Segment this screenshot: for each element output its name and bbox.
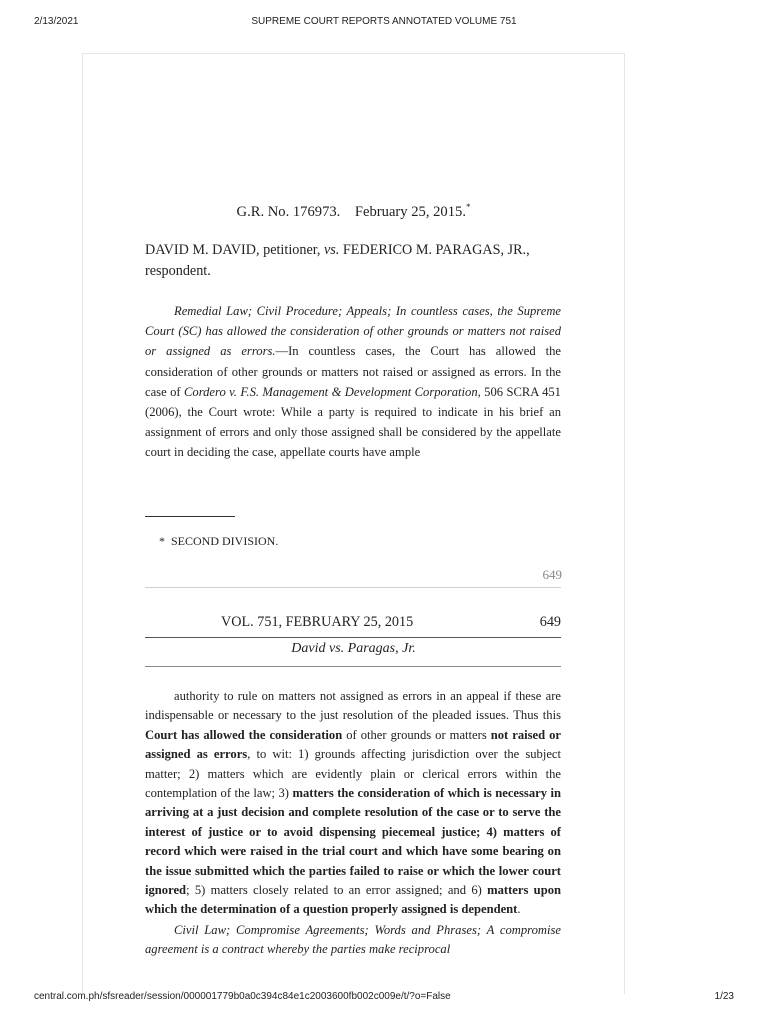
print-date: 2/13/2021 [34, 16, 79, 27]
footnote-mark: * [159, 534, 165, 548]
document-page [82, 53, 625, 994]
versus: vs. [324, 242, 340, 258]
running-case-title: David vs. Paragas, Jr. [291, 641, 416, 656]
volume-title: VOL. 751, FEBRUARY 25, 2015 [221, 614, 414, 630]
syllabus-paragraph: Remedial Law; Civil Procedure; Appeals; In countless cases, the Supreme Court (SC) has allowed the consideration of other grounds or matters not raised or assigned as errors.—In countless cases, the Court has allowed the consideration of other grounds or matters not raised or assigned as errors. In the case of Cordero v. F.S. Management & Development Corporation, 506 SCRA 451 (2006), the Court wrote: While a party is required to indicate in his brief an assignment of errors and only those assigned shall be considered by the appellate court in deciding the case, appellate courts have ample [145, 304, 561, 460]
body-paragraph-italic: Civil Law; Compromise Agreements; Words and Phrases; A compromise agreement is a contract whereby the parties make reciprocal [145, 922, 561, 957]
footnote-reference[interactable]: * [465, 202, 471, 212]
page-separator [145, 587, 561, 588]
running-head-page: 649 [539, 614, 561, 630]
syllabus-headnote: Remedial Law; Civil Procedure; Appeals; In countless cases, the Supreme Court (SC) has allowed the consideration of other grounds or matters not raised or assigned as errors. [145, 304, 561, 359]
print-url: central.com.ph/sfsreader/session/000001779b0a0c394c84e1c2003600fb002c009e/t/?o=False [34, 991, 451, 1002]
print-header [0, 16, 768, 36]
case-number: G.R. No. 176973. [236, 203, 341, 220]
respondent: FEDERICO M. PARAGAS, JR., respondent. [145, 242, 530, 279]
decision-body [145, 687, 561, 960]
print-page-count: 1/23 [714, 991, 734, 1002]
header-rule-lower [145, 666, 561, 667]
case-number-line [83, 202, 624, 221]
case-parties [145, 240, 561, 282]
footnote-divider [145, 516, 235, 517]
footnote [159, 534, 278, 549]
print-footer [0, 991, 768, 1011]
syllabus [145, 301, 561, 463]
petitioner: DAVID M. DAVID, petitioner, [145, 242, 321, 258]
print-title: SUPREME COURT REPORTS ANNOTATED VOLUME 751 [251, 16, 517, 27]
footnote-text: SECOND DIVISION. [171, 534, 279, 548]
body-paragraph: authority to rule on matters not assigned as errors in an appeal if these are indispensable or necessary to the just resolution of the pleaded issues. Thus this Court has allowed the consideration of other grounds or matters not raised or assigned as errors, to wit: 1) grounds affecting jurisdiction over the subject matter; 2) matters which are evidently plain or clerical errors within the contemplation of the law; 3) matters the consideration of which is necessary in arriving at a just decision and complete resolution of the case or to serve the interest of justice or to avoid dispensing piecemeal justice; 4) matters of record which were raised in the trial court and which have some bearing on the issue submitted which the parties failed to raise or which the lower court ignored; 5) matters closely related to an error assigned; and 6) matters upon which the determination of a question properly assigned is dependent. [145, 689, 561, 917]
case-citation: Cordero v. F.S. Management & Development Corporation [184, 384, 478, 399]
header-rule [145, 637, 561, 638]
page-number: 649 [542, 567, 562, 582]
case-date: February 25, 2015. [354, 203, 466, 220]
